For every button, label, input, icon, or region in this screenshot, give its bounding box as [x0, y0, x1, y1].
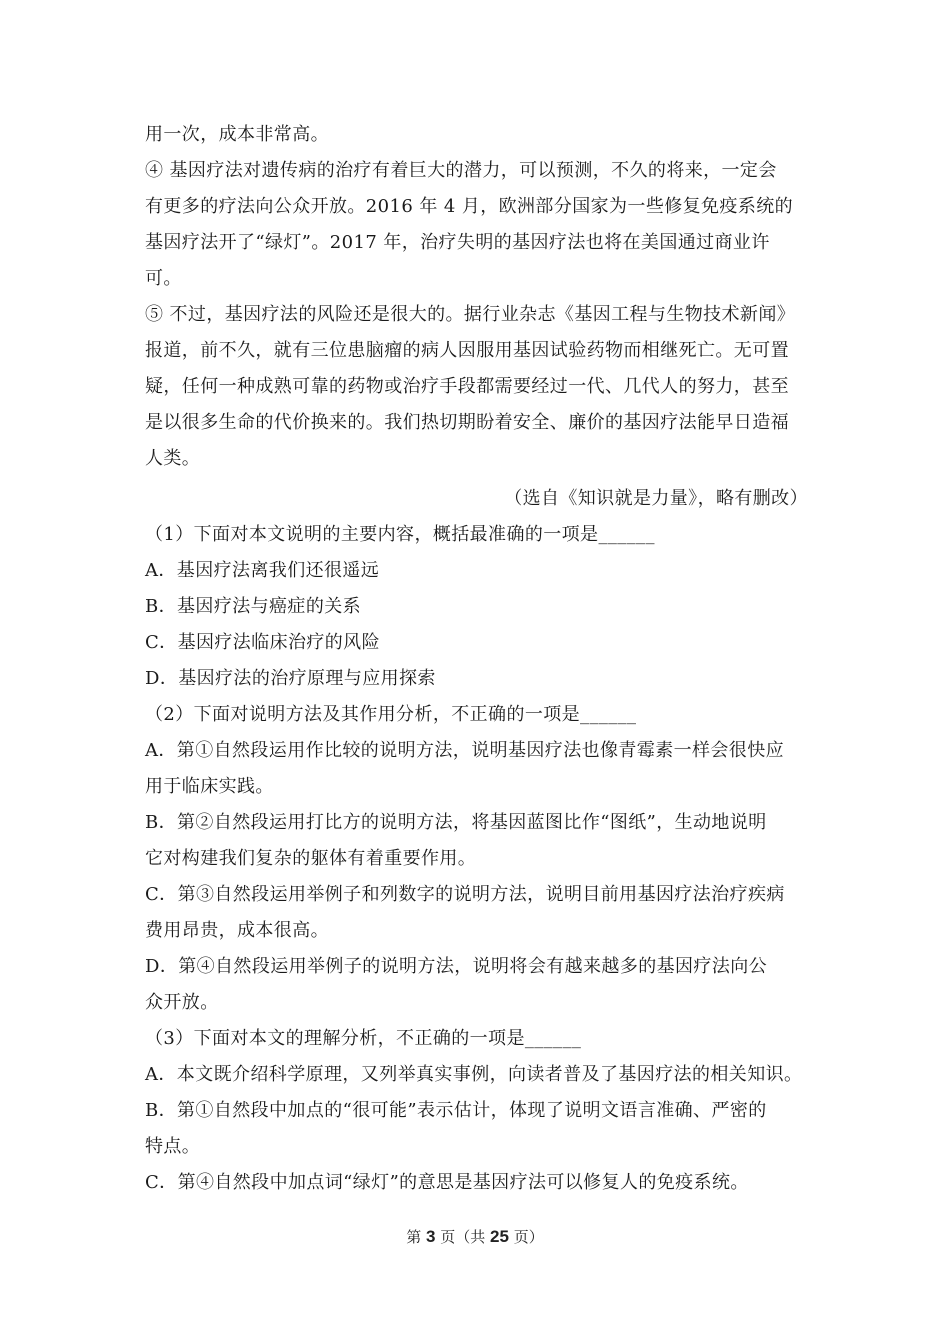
page-total: 25 — [490, 1227, 509, 1246]
question-option: 它对构建我们复杂的躯体有着重要作用。 — [145, 848, 477, 869]
passage-line: 用一次，成本非常高。 — [145, 124, 329, 145]
passage-line: 人类。 — [145, 448, 201, 469]
question-option: C．第④自然段中加点词“绿灯”的意思是基因疗法可以修复人的免疫系统。 — [145, 1172, 749, 1193]
passage-line: 有更多的疗法向公众开放。2016 年 4 月，欧洲部分国家为一些修复免疫系统的 — [145, 196, 794, 217]
page-number: 3 — [426, 1227, 436, 1246]
passage-line: 是以很多生命的代价换来的。我们热切期盼着安全、廉价的基因疗法能早日造福 — [145, 412, 789, 433]
passage-line: 基因疗法开了“绿灯”。2017 年，治疗失明的基因疗法也将在美国通过商业许 — [145, 232, 770, 253]
question-option: 特点。 — [145, 1136, 201, 1157]
question-option: A．第①自然段运用作比较的说明方法，说明基因疗法也像青霉素一样会很快应 — [145, 740, 784, 761]
question-option: A．基因疗法离我们还很遥远 — [145, 560, 380, 581]
question-option: B．第②自然段运用打比方的说明方法，将基因蓝图比作“图纸”，生动地说明 — [145, 812, 767, 833]
question-option: 众开放。 — [145, 992, 219, 1013]
passage-line: ⑤ 不过，基因疗法的风险还是很大的。据行业杂志《基因工程与生物技术新闻》 — [145, 304, 796, 325]
passage-line: 报道，前不久，就有三位患脑瘤的病人因服用基因试验药物而相继死亡。无可置 — [145, 340, 789, 361]
question-2-stem: （2）下面对说明方法及其作用分析，不正确的一项是______ — [145, 704, 637, 725]
footer-middle: 页（共 — [435, 1228, 491, 1246]
question-option: B．第①自然段中加点的“很可能”表示估计，体现了说明文语言准确、严密的 — [145, 1100, 767, 1121]
passage-line: ④ 基因疗法对遗传病的治疗有着巨大的潜力，可以预测，不久的将来，一定会 — [145, 160, 777, 181]
question-option: 用于临床实践。 — [145, 776, 274, 797]
question-3-stem: （3）下面对本文的理解分析，不正确的一项是______ — [145, 1028, 582, 1049]
footer-suffix: 页） — [508, 1228, 544, 1246]
passage-line: 可。 — [145, 268, 182, 289]
passage-line: 疑，任何一种成熟可靠的药物或治疗手段都需要经过一代、几代人的努力，甚至 — [145, 376, 789, 397]
question-option: D．基因疗法的治疗原理与应用探索 — [145, 668, 436, 689]
page-footer — [0, 1226, 950, 1247]
question-option: C．基因疗法临床治疗的风险 — [145, 632, 380, 653]
question-option: C．第③自然段运用举例子和列数字的说明方法，说明目前用基因疗法治疗疾病 — [145, 884, 785, 905]
question-option: A．本文既介绍科学原理，又列举真实事例，向读者普及了基因疗法的相关知识。 — [145, 1064, 803, 1085]
question-option: B．基因疗法与癌症的关系 — [145, 596, 362, 617]
question-option: D．第④自然段运用举例子的说明方法，说明将会有越来越多的基因疗法向公 — [145, 956, 768, 977]
source-citation: （选自《知识就是力量》，略有删改） — [504, 488, 808, 509]
question-1-stem: （1）下面对本文说明的主要内容，概括最准确的一项是______ — [145, 524, 655, 545]
footer-prefix: 第 — [406, 1228, 427, 1246]
question-option: 费用昂贵，成本很高。 — [145, 920, 329, 941]
